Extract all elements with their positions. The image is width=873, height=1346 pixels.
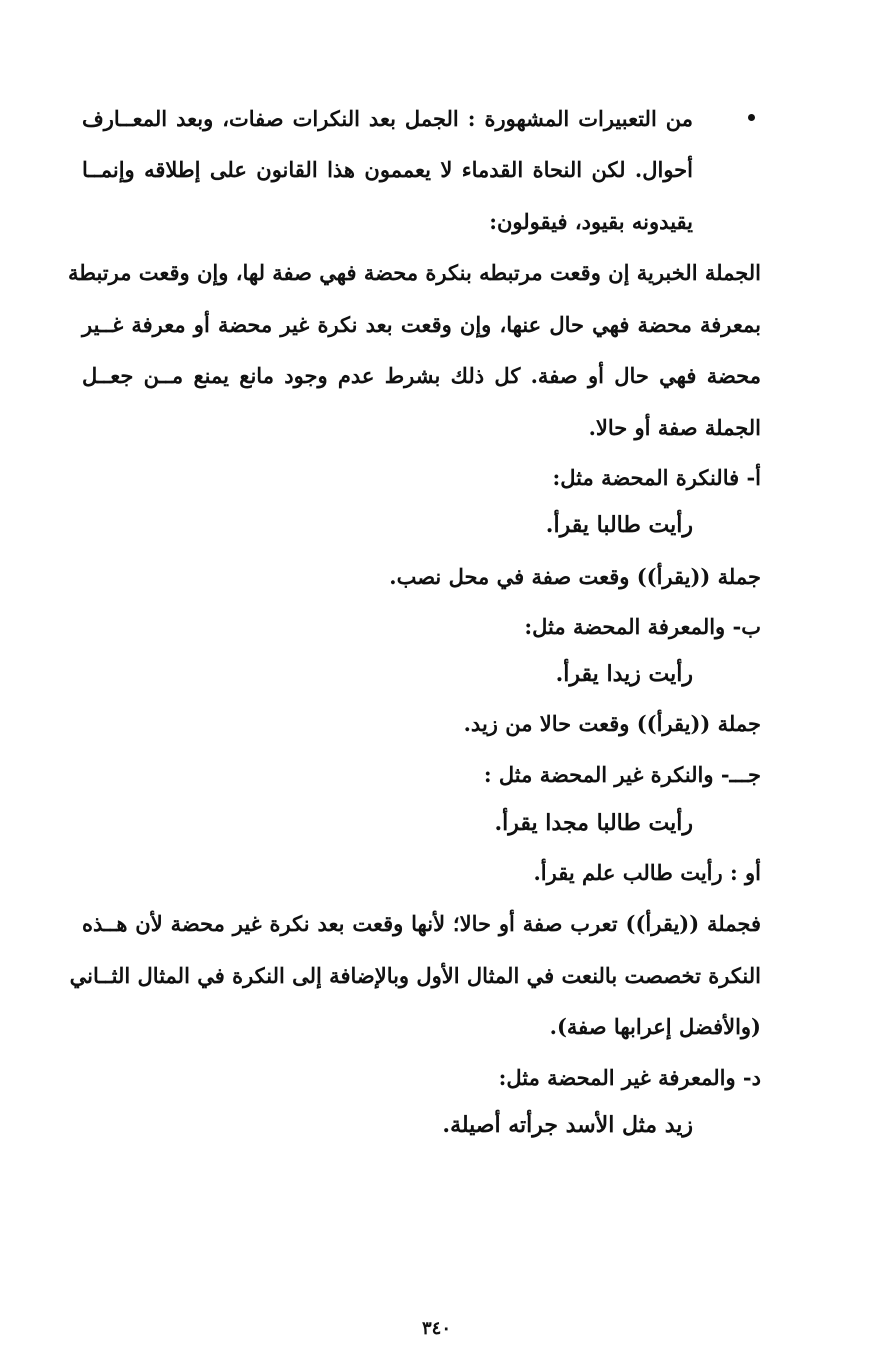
text-line: د- والمعرفة غير المحضة مثل: xyxy=(498,1065,761,1090)
text-line: من التعبيرات المشهورة : الجمل بعد النكرات صفات، وبعد المعــارف xyxy=(82,106,693,131)
text-line: جـــ- والنكرة غير المحضة مثل : xyxy=(483,762,761,787)
text-line: أحوال. لكن النحاة القدماء لا يعممون هذا القانون على إطلاقه وإنمــا xyxy=(82,157,693,182)
text-line: أ- فالنكرة المحضة مثل: xyxy=(552,465,761,490)
example-sentence: رأيت طالبا مجدا يقرأ. xyxy=(494,810,693,836)
text-line: جملة ((يقرأ)) وقعت حالا من زيد. xyxy=(463,711,761,736)
text-line: يقيدونه بقيود، فيقولون: xyxy=(489,209,693,234)
example-sentence: رأيت زيدا يقرأ. xyxy=(555,661,693,687)
example-sentence: زيد مثل الأسد جرأته أصيلة. xyxy=(442,1112,693,1138)
text-line: (والأفضل إعرابها صفة). xyxy=(549,1014,761,1039)
text-line: ب- والمعرفة المحضة مثل: xyxy=(524,614,761,639)
page-number: ٣٤٠ xyxy=(421,1318,451,1339)
bullet-icon xyxy=(748,114,755,121)
text-line: الجملة الخبرية إن وقعت مرتبطه بنكرة محضة فهي صفة لها، وإن وقعت مرتبطة xyxy=(67,260,761,285)
example-sentence: رأيت طالبا يقرأ. xyxy=(545,512,693,538)
text-line: أو : رأيت طالب علم يقرأ. xyxy=(533,860,761,885)
text-line: الجملة صفة أو حالا. xyxy=(588,415,761,440)
text-line: النكرة تخصصت بالنعت في المثال الأول وبالإضافة إلى النكرة في المثال الثــاني xyxy=(69,963,761,988)
text-line: جملة ((يقرأ)) وقعت صفة في محل نصب. xyxy=(389,564,761,589)
text-line: فجملة ((يقرأ)) تعرب صفة أو حالا؛ لأنها وقعت بعد نكرة غير محضة لأن هــذه xyxy=(82,911,761,936)
text-line: محضة فهي حال أو صفة. كل ذلك بشرط عدم وجود مانع يمنع مــن جعــل xyxy=(82,363,761,388)
text-line: بمعرفة محضة فهي حال عنها، وإن وقعت بعد نكرة غير محضة أو معرفة غــير xyxy=(82,312,761,337)
